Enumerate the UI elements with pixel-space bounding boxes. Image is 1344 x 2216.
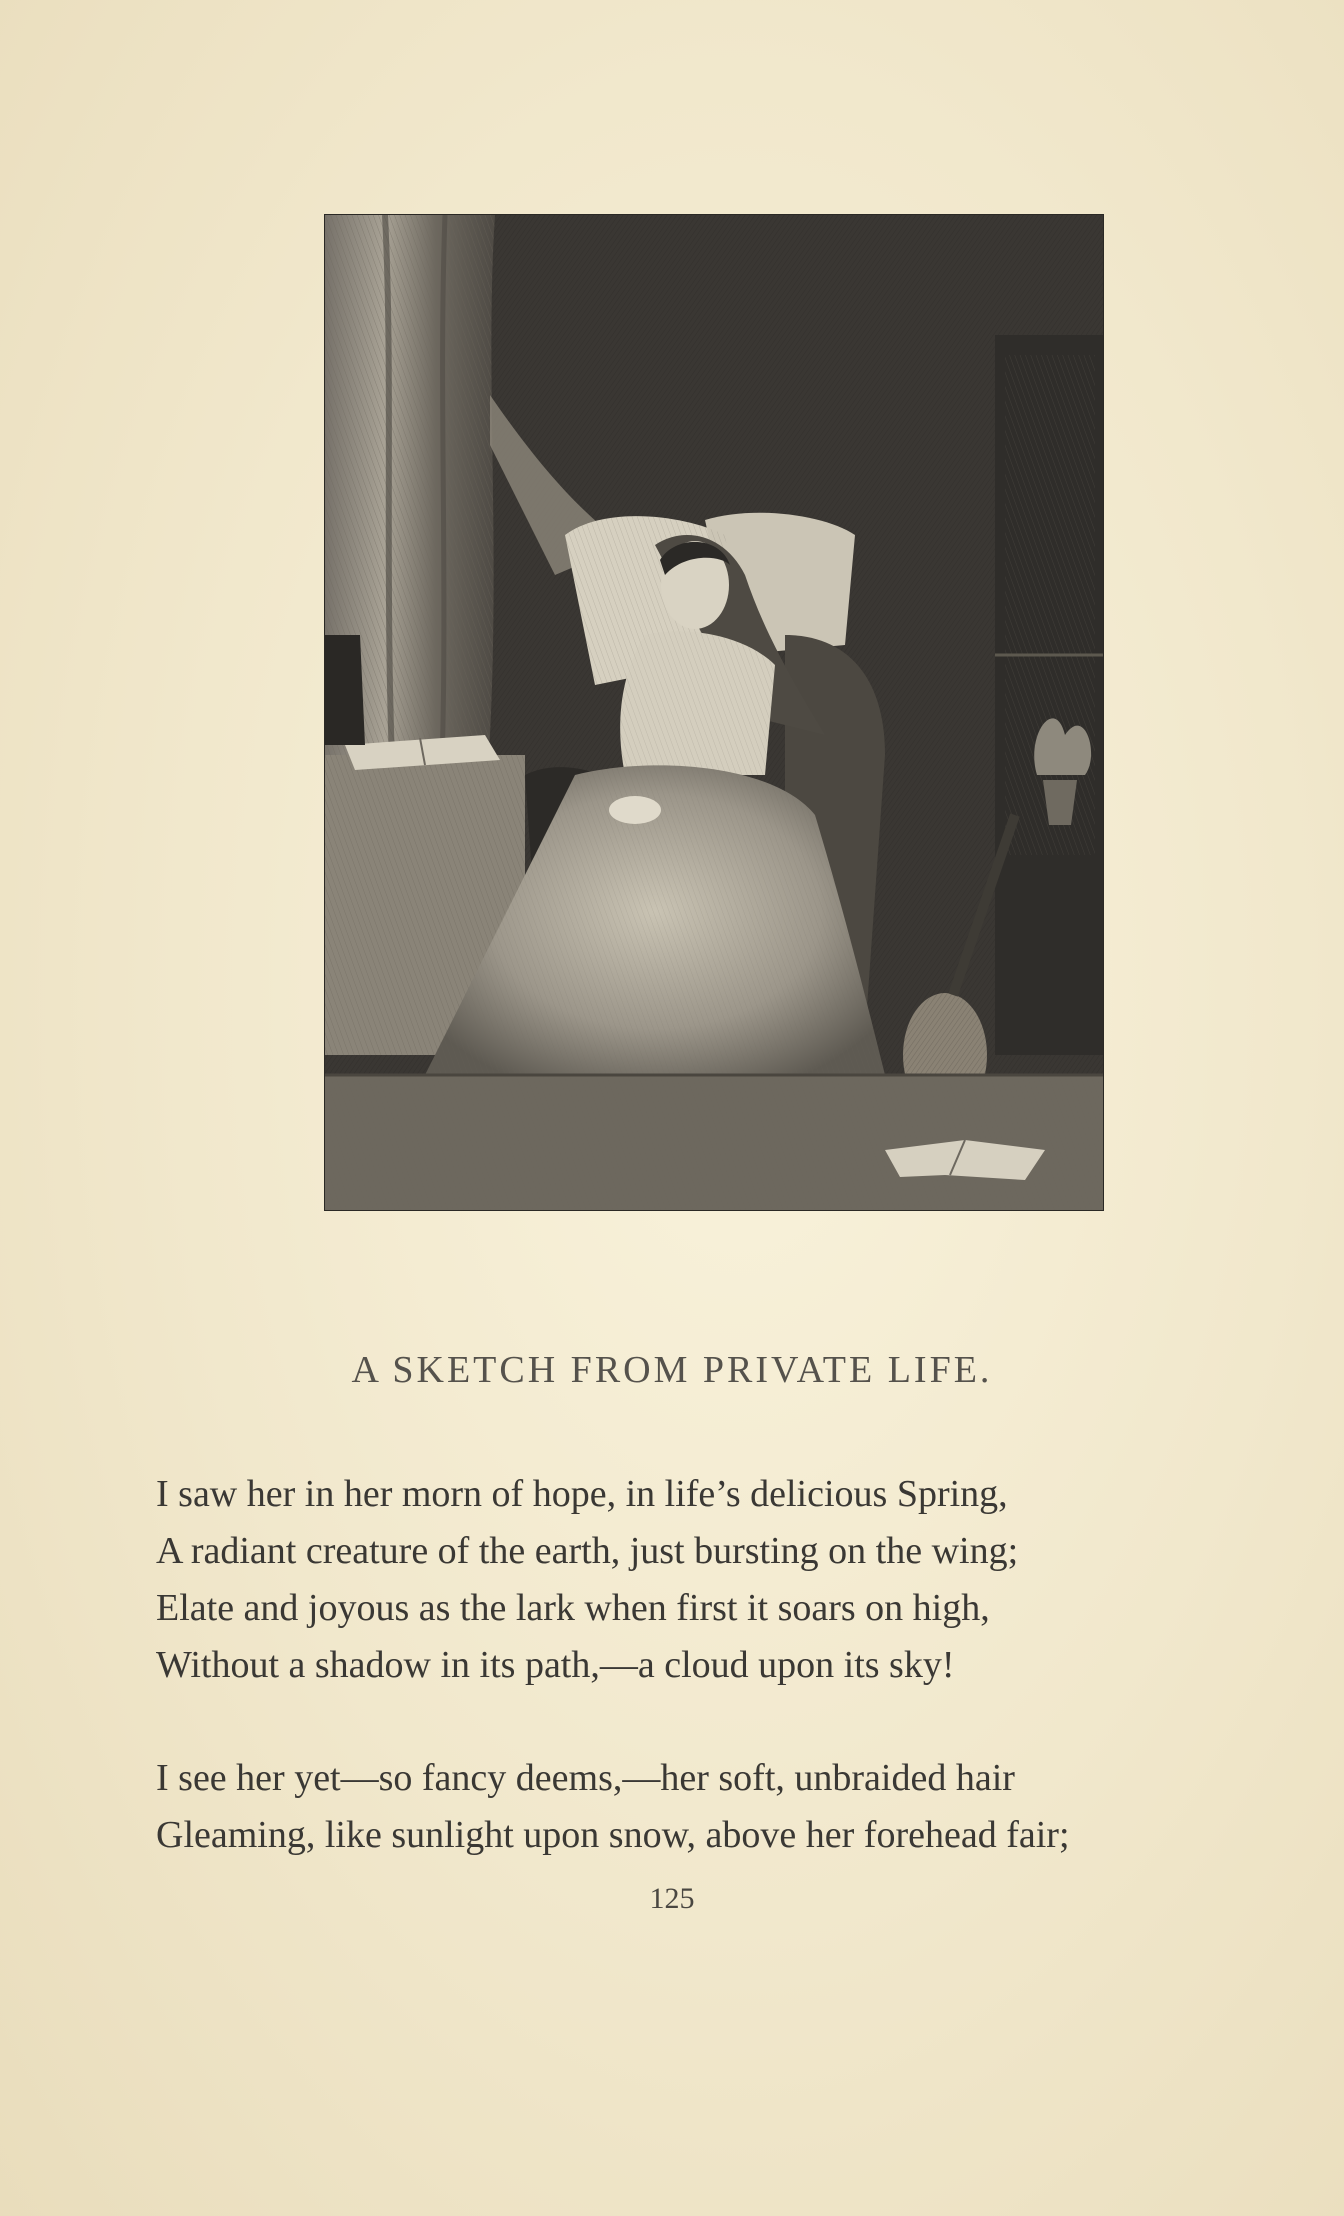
verse-line: Elate and joyous as the lark when first it soars on high, xyxy=(156,1587,990,1629)
verse-line: I saw her in her morn of hope, in life’s delicious Spring, xyxy=(156,1473,1008,1515)
sleeping-woman-in-chair-engraving xyxy=(325,215,1103,1210)
verse-line: Without a shadow in its path,—a cloud upon its sky! xyxy=(156,1644,955,1686)
verse-line: Gleaming, like sunlight upon snow, above her forehead fair; xyxy=(156,1814,1070,1856)
stanza-2 xyxy=(156,1750,1256,1864)
poem-title: A SKETCH FROM PRIVATE LIFE. xyxy=(351,1349,993,1391)
page-number: 125 xyxy=(649,1882,695,1915)
engraver-credits-faint xyxy=(325,1212,1103,1248)
engraving-illustration xyxy=(325,215,1103,1210)
stanza-1 xyxy=(156,1466,1256,1694)
verse-line: I see her yet—so fancy deems,—her soft, unbraided hair xyxy=(156,1757,1015,1799)
verse-line: A radiant creature of the earth, just bursting on the wing; xyxy=(156,1530,1019,1572)
